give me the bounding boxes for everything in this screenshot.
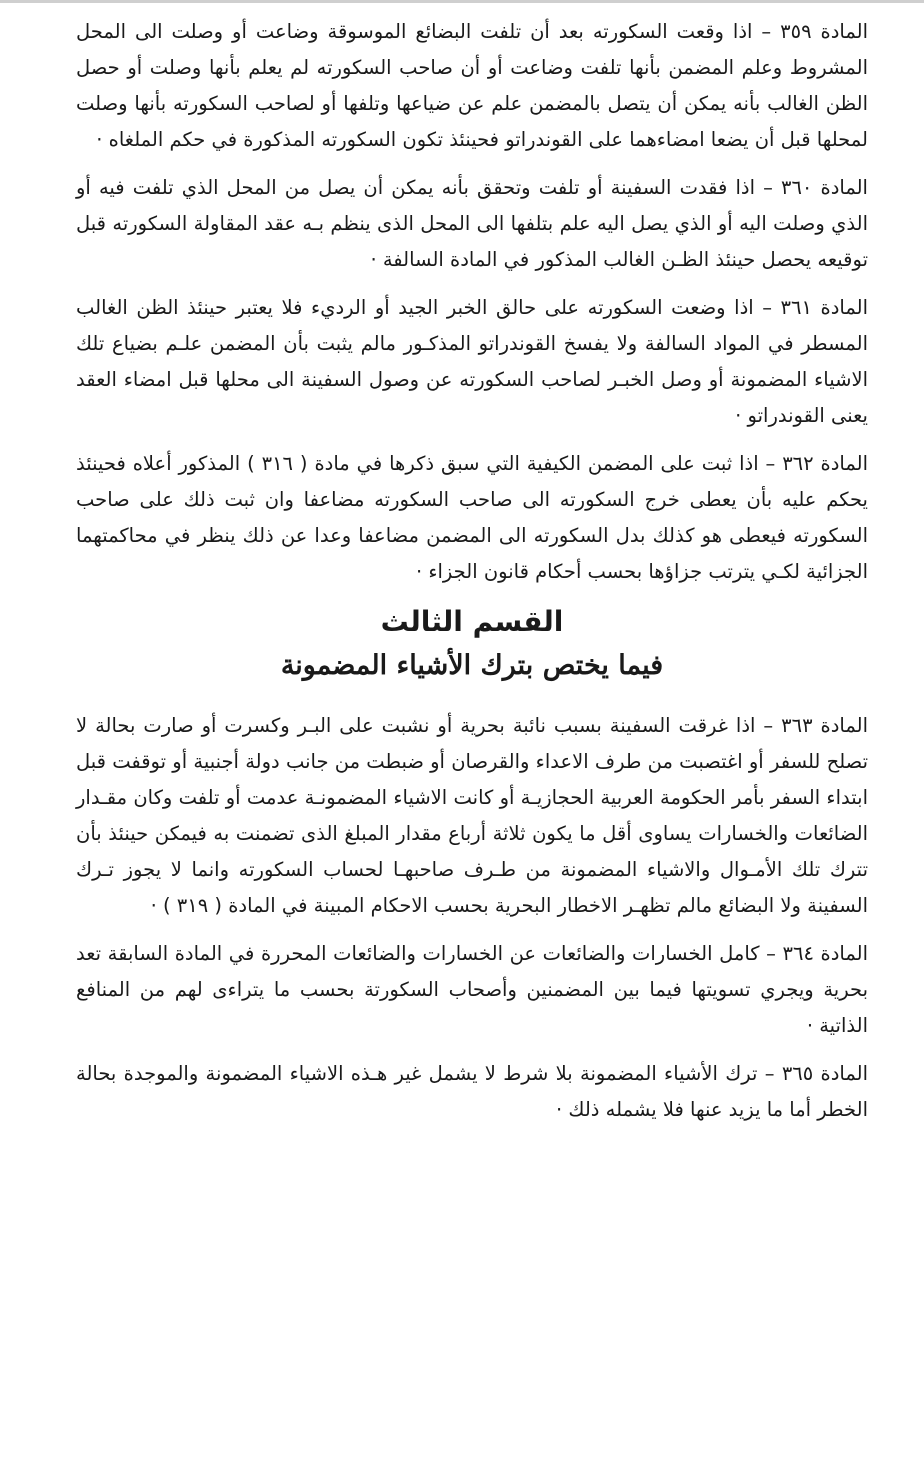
article-number: المادة ٣٦٥	[781, 1062, 868, 1085]
article-number: المادة ٣٥٩	[780, 20, 868, 43]
article-text: – اذا غرقت السفينة بسبب نائبة بحرية أو نشبت على البـر وكسرت أو صارت بحالة لا تصلح للسفر أو اغتصبت من طرف الاعداء والقرصان أو ضبطت من جانب دولة أجنبية أو توقفت قبل ابتداء السفر بأمر الحكومة العربية الحجازيـة أو كانت الاشياء المضمونـة عدمت أو تلفت وكان مقـدار الضائعات والخسارات يساوى أقل ما يكون ثلاثة أرباع مقدار المبلغ الذى تضمنت به فيمكن حينئذ بأن تترك تلك الأمـوال والاشياء المضمونة من طـرف صاحبهـا لحساب السكورته وانما لا يجوز تـرك السفينة ولا البضائع مالم تظهـر الاخطار البحرية بحسب الاحكام المبينة في المادة ( ٣١٩ ) ·	[76, 714, 868, 917]
article-number: المادة ٣٦٠	[780, 176, 868, 199]
article-361	[76, 290, 868, 434]
document-page	[76, 14, 868, 1140]
article-text: – ترك الأشياء المضمونة بلا شرط لا يشمل غير هـذه الاشياء المضمونة والموجدة بحالة الخطر أما ما يزيد عنها فلا يشمله ذلك ·	[76, 1062, 868, 1121]
article-359	[76, 14, 868, 158]
article-number: المادة ٣٦٤	[782, 942, 868, 965]
page-top-edge	[0, 0, 924, 3]
article-number: المادة ٣٦٣	[781, 714, 868, 737]
article-text: – اذا وقعت السكورته بعد أن تلفت البضائع الموسوقة وضاعت أو وصلت الى المحل المشروط وعلم المضمن بأنها تلفت وضاعت أو أن صاحب السكورته لم يعلم بأنها وصلت أو حصل الظن الغالب بأنه يمكن أن يتصل بالمضمن علم عن ضياعها وتلفها أو لصاحب السكورته بأنها وصلت لمحلها قبل أن يضعا امضاءهما على القوندراتو فحينئذ تكون السكورته المذكورة في حكم الملغاه ·	[76, 20, 868, 151]
article-number: المادة ٣٦١	[780, 296, 868, 319]
article-text: – اذا ثبت على المضمن الكيفية التي سبق ذكرها في مادة ( ٣١٦ ) المذكور أعلاه فحينئذ يحكم عليه بأن يعطى خرج السكورته الى صاحب السكورته مضاعفا وان ثبت ذلك على صاحب السكورته فيعطى هو كذلك بدل السكورته الى المضمن مضاعفا وعدا عن ذلك ينظر في محاكمتهما الجزائية لكـي يترتب جزاؤها بحسب أحكام قانون الجزاء ·	[76, 452, 868, 583]
article-number: المادة ٣٦٢	[782, 452, 869, 475]
section-title: القسم الثالث	[380, 605, 564, 638]
article-363	[76, 708, 868, 924]
article-364	[76, 936, 868, 1044]
section-subtitle: فيما يختص بترك الأشياء المضمونة	[280, 650, 664, 681]
article-text: – اذا فقدت السفينة أو تلفت وتحقق بأنه يمكن أن يصل من المحل الذي تلفت فيه أو الذي وصلت اليه أو الذي يصل اليه علم بتلفها الى المحل الذى ينظم بـه عقد المقاولة السكورته قبل توقيعه يحصل حينئذ الظـن الغالب المذكور في المادة السالفة ·	[76, 176, 868, 271]
article-362	[76, 446, 868, 590]
article-text: – اذا وضعت السكورته على حالق الخبر الجيد أو الرديء فلا يعتبر حينئذ الظن الغالب المسطر في المواد السالفة ولا يفسخ القوندراتو المذكـور مالم يثبت بأن المضمن علـم بضياع تلك الاشياء المضمونة أو وصل الخبـر لصاحب السكورته عن وصول السفينة الى محلها قبل امضاء العقد يعنى القوندراتو ·	[76, 296, 868, 427]
article-text: – كامل الخسارات والضائعات عن الخسارات والضائعات المحررة في المادة السابقة تعد بحرية ويجري تسويتها فيما بين المضمنين وأصحاب السكورتة بحسب ما يتراءى لهم من المنافع الذاتية ·	[76, 942, 868, 1037]
article-360	[76, 170, 868, 278]
article-365	[76, 1056, 868, 1128]
